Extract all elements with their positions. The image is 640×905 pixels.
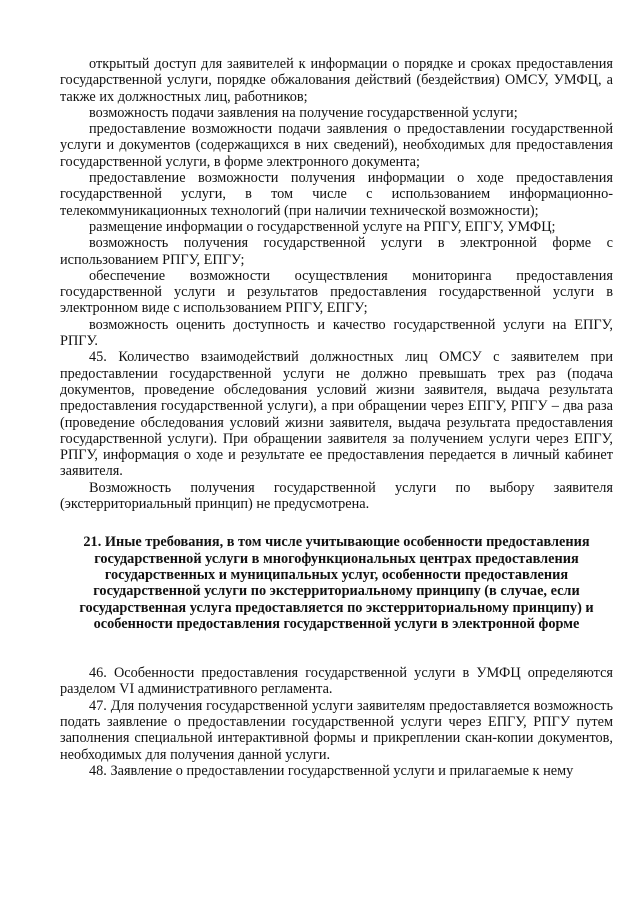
paragraph-47: 47. Для получения государственной услуги заявителям предоставляется возможность подать заявление о предоставлении государственной услуги через ЕПГУ, РПГУ путем заполнения специальной интерактивной формы и прикреплении скан-копии документов, необходимых для получения данной услуги.	[60, 697, 613, 763]
section-heading: 21. Иные требования, в том числе учитывающие особенности предоставления государственной услуги в многофункциональных центрах предоставления государственных и муниципальных услуг, особенности предоставления государственной услуги по экстерриториальному принципу (в случае, если государственная услуга предоставляется по экстерриториальному принципу) и особенности предоставления государственной услуги в электронной форме	[79, 534, 594, 632]
document-page	[60, 56, 613, 779]
paragraph: возможность подачи заявления на получение государственной услуги;	[89, 104, 518, 121]
paragraph: возможность оценить доступность и качество государственной услуги на ЕПГУ, РПГУ.	[60, 316, 613, 350]
paragraph-48: 48. Заявление о предоставлении государственной услуги и прилагаемые к нему	[89, 762, 574, 779]
paragraph: Возможность получения государственной услуги по выбору заявителя (экстерриториальный принцип) не предусмотрена.	[60, 479, 613, 513]
paragraph: предоставление возможности получения информации о ходе предоставления государственной услуги, в том числе с использованием информационно-телекоммуникационных технологий (при наличии технической возможности);	[60, 170, 613, 219]
spacer	[60, 512, 613, 534]
spacer	[60, 632, 613, 665]
paragraph: обеспечение возможности осуществления мониторинга предоставления государственной услуги и результатов предоставления государственной услуги в электронном виде с использованием РПГУ, ЕПГУ;	[60, 267, 613, 317]
paragraph-45: 45. Количество взаимодействий должностных лиц ОМСУ с заявителем при предоставлении государственной услуги не должно превышать трех раз (подача документов, проведение обследования условий жизни заявителя, выдача результата предоставления государственной услуги), а при обращении через ЕПГУ, РПГУ – два раза (проведение обследования условий жизни заявителя, выдача результата предоставления государственной услуги). При обращении заявителя за получением услуги через ЕПГУ, РПГУ, информация о ходе и результате ее предоставления передается в личный кабинет заявителя.	[60, 349, 613, 480]
paragraph: возможность получения государственной услуги в электронной форме с использованием РПГУ, ЕПГУ;	[60, 235, 613, 268]
paragraph: открытый доступ для заявителей к информации о порядке и сроках предоставления государственной услуги, порядке обжалования действий (бездействия) ОМСУ, УМФЦ, а также их должностных лиц, работников;	[60, 56, 613, 105]
paragraph: размещение информации о государственной услуге на РПГУ, ЕПГУ, УМФЦ;	[89, 218, 556, 235]
paragraph-46: 46. Особенности предоставления государственной услуги в УМФЦ определяются разделом VI административного регламента.	[60, 665, 613, 698]
paragraph: предоставление возможности подачи заявления о предоставлении государственной услуги и документов (содержащихся в них сведений), необходимых для предоставления государственной услуги, в форме электронного документа;	[60, 121, 613, 170]
